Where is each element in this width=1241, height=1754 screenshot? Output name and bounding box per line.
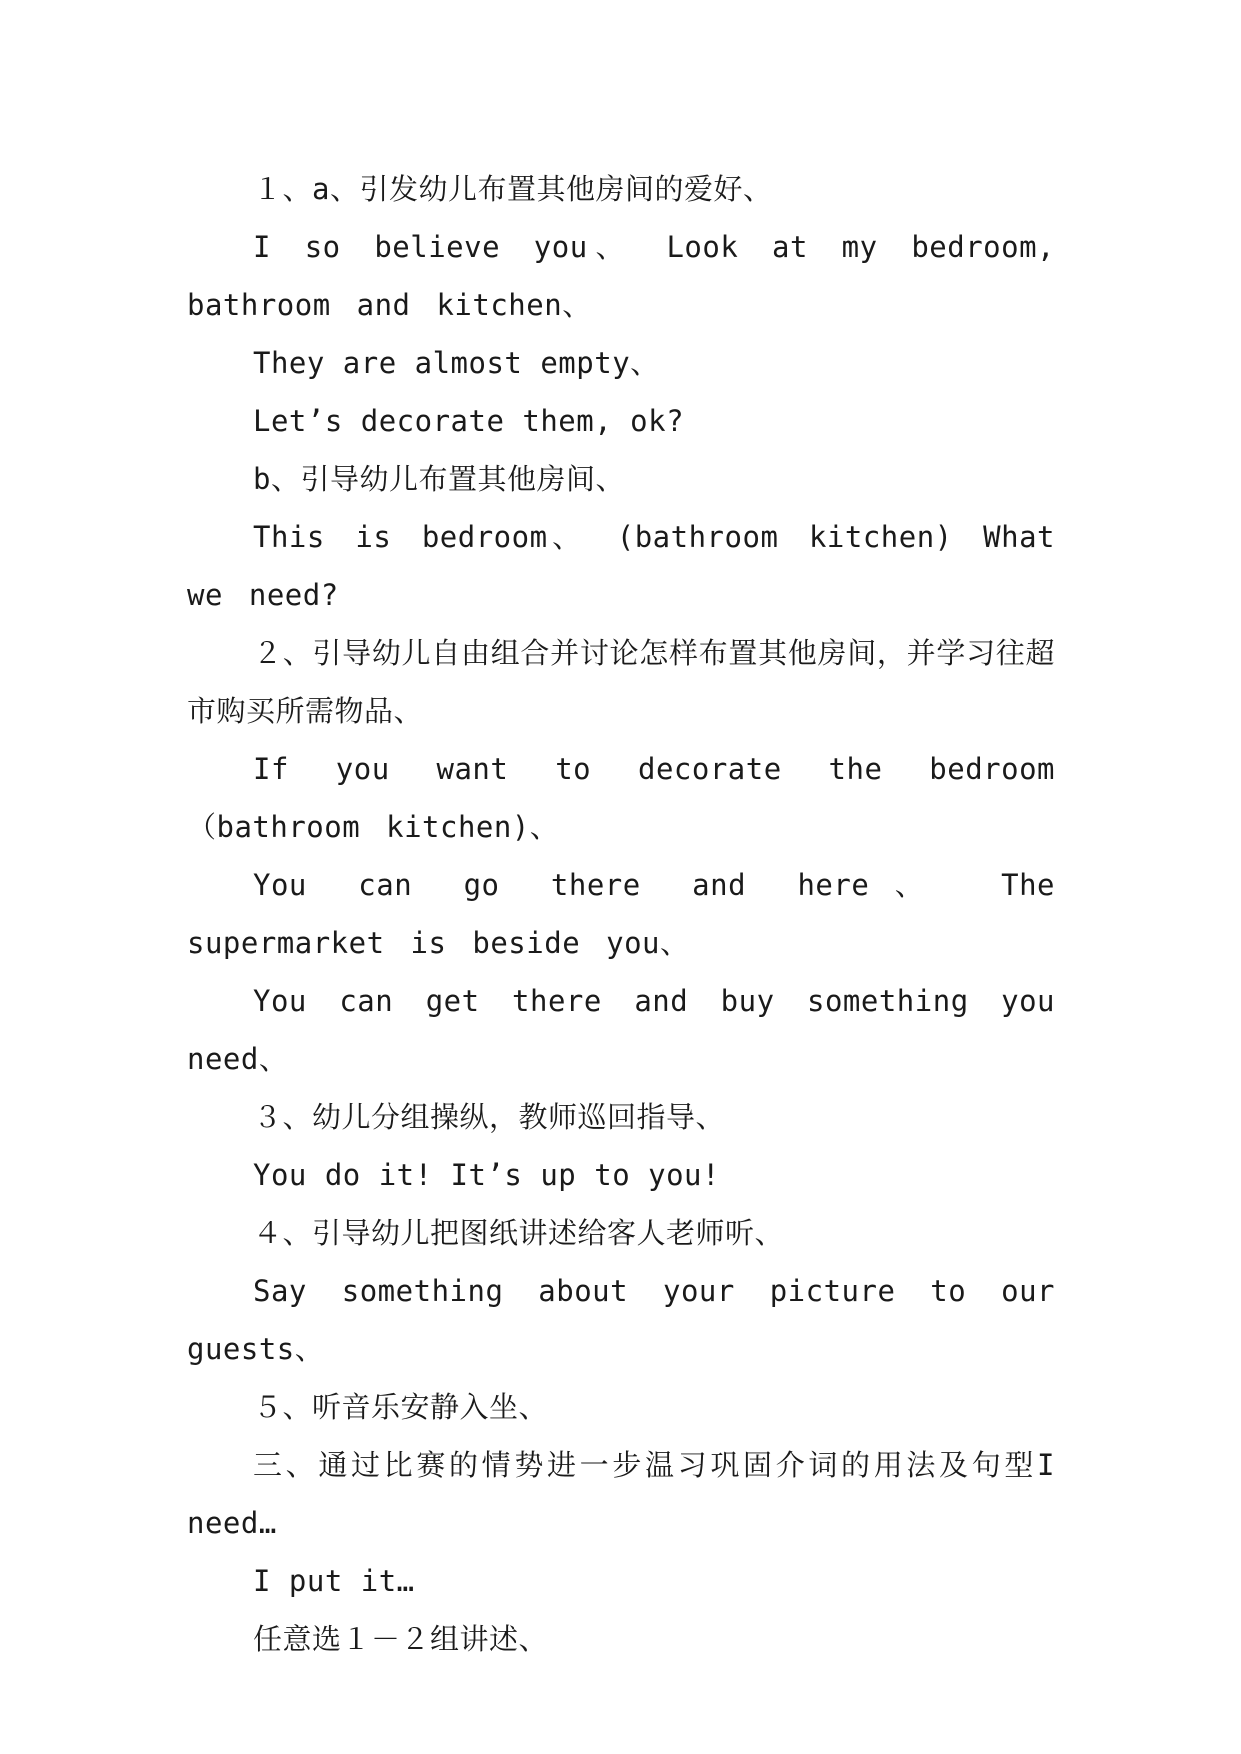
- paragraph-16: 三、通过比赛的情势进一步温习巩固介词的用法及句型I need…: [187, 1448, 1055, 1540]
- paragraph-3: They are almost empty、: [253, 346, 660, 380]
- paragraph-18: 任意选１－２组讲述、: [253, 1622, 549, 1656]
- paragraph-11: ３、幼儿分组操纵，教师巡回指导、: [253, 1100, 726, 1134]
- paragraph-12: You do it! It’s up to you!: [253, 1158, 720, 1192]
- document-body: [187, 160, 1055, 1668]
- paragraph-6: This is bedroom、 (bathroom kitchen) What we need?: [187, 520, 1055, 612]
- paragraph-13: ４、引导幼儿把图纸讲述给客人老师听、: [253, 1216, 785, 1250]
- paragraph-17: I put it…: [253, 1564, 415, 1598]
- paragraph-4: Let’s decorate them, ok?: [253, 404, 685, 438]
- paragraph-9: You can go there and here、 The supermarket is beside you、: [187, 868, 1055, 960]
- paragraph-14: Say something about your picture to our guests、: [187, 1274, 1055, 1366]
- paragraph-8: If you want to decorate the bedroom （bathroom kitchen)、: [187, 752, 1055, 844]
- paragraph-7: ２、引导幼儿自由组合并讨论怎样布置其他房间，并学习往超市购买所需物品、: [187, 636, 1055, 728]
- paragraph-5: b、引导幼儿布置其他房间、: [253, 462, 625, 496]
- paragraph-2: I so believe you、 Look at my bedroom, bathroom and kitchen、: [187, 230, 1055, 322]
- paragraph-15: ５、听音乐安静入坐、: [253, 1390, 549, 1424]
- paragraph-1: １、a、引发幼儿布置其他房间的爱好、: [253, 172, 773, 206]
- paragraph-10: You can get there and buy something you need、: [187, 984, 1055, 1076]
